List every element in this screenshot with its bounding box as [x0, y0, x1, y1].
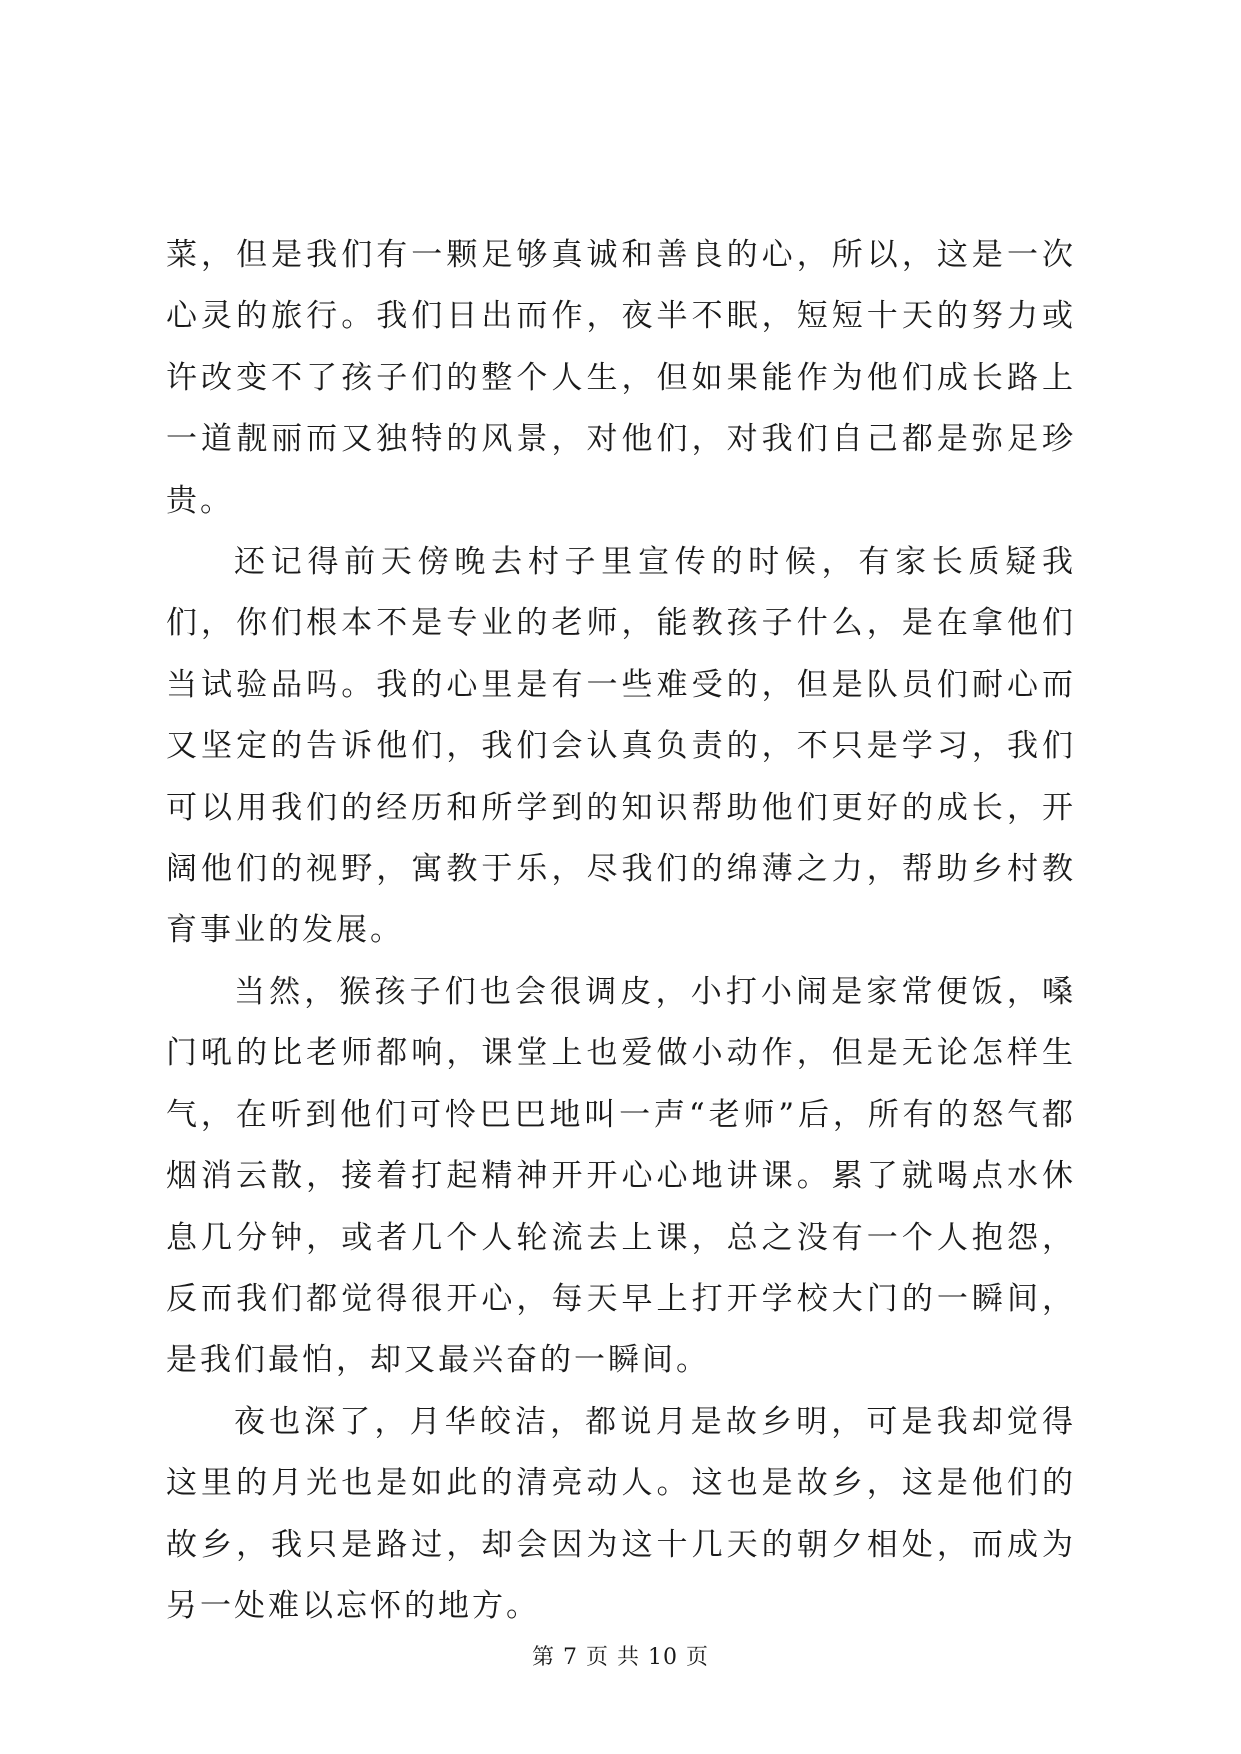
page-number-footer: 第 7 页 共 10 页: [532, 1645, 709, 1670]
paragraph: 当然，猴孩子们也会很调皮，小打小闹是家常便饭，嗓门吼的比老师都响，课堂上也爱做小动作，但是无论怎样生气，在听到他们可怜巴巴地叫一声“老师”后，所有的怒气都烟消云散，接着打起精神开开心心地讲课。累了就喝点水休息几分钟，或者几个人轮流去上课，总之没有一个人抱怨，反而我们都觉得很开心，每天早上打开学校大门的一瞬间，是我们最怕，却又最兴奋的一瞬间。: [166, 973, 1076, 1379]
paragraph: 菜，但是我们有一颗足够真诚和善良的心，所以，这是一次心灵的旅行。我们日出而作，夜半不眠，短短十天的努力或许改变不了孩子们的整个人生，但如果能作为他们成长路上一道靓丽而又独特的风景，对他们，对我们自己都是弥足珍贵。: [166, 237, 1076, 519]
body-text: [166, 225, 1076, 1637]
paragraph: 还记得前天傍晚去村子里宣传的时候，有家长质疑我们，你们根本不是专业的老师，能教孩子什么，是在拿他们当试验品吗。我的心里是有一些难受的，但是队员们耐心而又坚定的告诉他们，我们会认真负责的，不只是学习，我们可以用我们的经历和所学到的知识帮助他们更好的成长，开阔他们的视野，寓教于乐，尽我们的绵薄之力，帮助乡村教育事业的发展。: [166, 544, 1076, 949]
paragraph: 夜也深了，月华皎洁，都说月是故乡明，可是我却觉得这里的月光也是如此的清亮动人。这也是故乡，这是他们的故乡，我只是路过，却会因为这十几天的朝夕相处，而成为另一处难以忘怀的地方。: [166, 1403, 1076, 1624]
